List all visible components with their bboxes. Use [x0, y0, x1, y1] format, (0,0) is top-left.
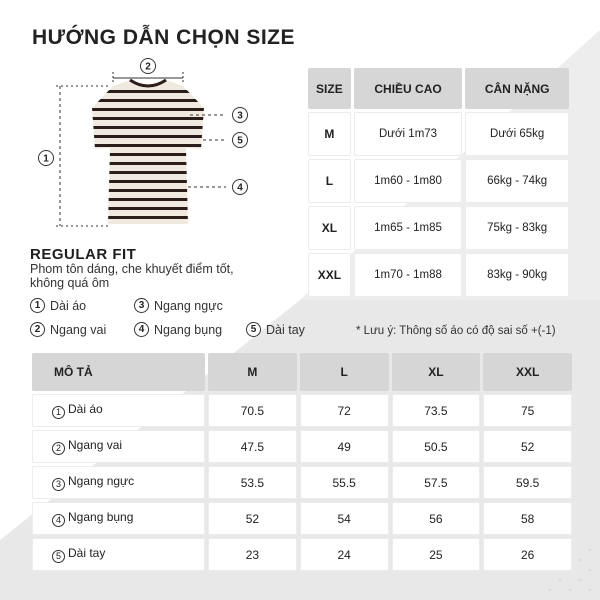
svg-text:5: 5 [237, 135, 243, 147]
value-cell: 57.5 [392, 466, 481, 499]
legend-item [134, 322, 222, 337]
table-row [32, 538, 572, 571]
height-cell: Dưới 1m73 [354, 112, 463, 156]
size-column-header: SIZE [308, 68, 351, 109]
value-cell: 59.5 [483, 466, 572, 499]
value-cell: 50.5 [392, 430, 481, 463]
number-badge: 2 [52, 442, 65, 455]
value-cell: 73.5 [392, 394, 481, 427]
value-cell: 54 [300, 502, 389, 535]
size-m-header: M [208, 353, 297, 391]
value-cell: 75 [483, 394, 572, 427]
table-row [308, 253, 569, 297]
value-cell: 58 [483, 502, 572, 535]
description-cell [32, 394, 205, 427]
svg-text:2: 2 [145, 61, 151, 73]
measurement-table [29, 350, 575, 574]
value-cell: 52 [208, 502, 297, 535]
weight-cell: 75kg - 83kg [465, 206, 569, 250]
value-cell: 55.5 [300, 466, 389, 499]
table-row [32, 502, 572, 535]
table-row [32, 466, 572, 499]
value-cell: 72 [300, 394, 389, 427]
description-label: Ngang bụng [68, 510, 134, 525]
svg-text:1: 1 [43, 153, 49, 165]
measurement-legend [30, 298, 330, 342]
number-badge: 1 [30, 298, 45, 313]
table-row [308, 112, 569, 156]
height-cell: 1m60 - 1m80 [354, 159, 463, 203]
table-row [32, 430, 572, 463]
description-column-header: MÔ TẢ [32, 353, 205, 391]
size-cell: L [308, 159, 351, 203]
value-cell: 26 [483, 538, 572, 571]
number-badge: 3 [52, 478, 65, 491]
number-badge: 2 [30, 322, 45, 337]
legend-label: Ngang bụng [154, 322, 223, 337]
svg-text:3: 3 [237, 110, 243, 122]
value-cell: 53.5 [208, 466, 297, 499]
size-l-header: L [300, 353, 389, 391]
number-badge: 3 [134, 298, 149, 313]
value-cell: 56 [392, 502, 481, 535]
description-cell [32, 466, 205, 499]
legend-item [134, 298, 223, 313]
value-cell: 49 [300, 430, 389, 463]
size-cell: M [308, 112, 351, 156]
shirt-illustration [30, 52, 270, 242]
weight-cell: 83kg - 90kg [465, 253, 569, 297]
legend-label: Dài tay [266, 322, 305, 337]
weight-column-header: CÂN NẶNG [465, 68, 569, 109]
description-label: Dài tay [68, 546, 106, 561]
tolerance-note: * Lưu ý: Thông số áo có độ sai số +(-1) [356, 325, 556, 337]
value-cell: 23 [208, 538, 297, 571]
value-cell: 47.5 [208, 430, 297, 463]
value-cell: 25 [392, 538, 481, 571]
description-label: Ngang vai [68, 438, 123, 453]
page-title: HƯỚNG DẪN CHỌN SIZE [32, 26, 296, 49]
number-badge: 5 [246, 322, 261, 337]
description-cell [32, 538, 205, 571]
height-column-header: CHIỀU CAO [354, 68, 463, 109]
size-chart-header-row [308, 68, 569, 109]
table-row [308, 206, 569, 250]
size-cell: XL [308, 206, 351, 250]
number-badge: 1 [52, 406, 65, 419]
legend-label: Dài áo [50, 298, 87, 313]
legend-label: Ngang vai [50, 322, 107, 337]
description-cell [32, 502, 205, 535]
description-cell [32, 430, 205, 463]
number-badge: 5 [52, 550, 65, 563]
value-cell: 70.5 [208, 394, 297, 427]
weight-cell: Dưới 65kg [465, 112, 569, 156]
legend-item [30, 322, 106, 337]
legend-item [30, 298, 86, 313]
description-label: Dài áo [68, 402, 103, 417]
svg-text:4: 4 [237, 182, 243, 194]
measurement-header-row [32, 353, 572, 391]
number-badge: 4 [134, 322, 149, 337]
size-xl-header: XL [392, 353, 481, 391]
description-label: Ngang ngực [68, 474, 135, 489]
fit-description: Phom tôn dáng, che khuyết điểm tốt, không quá ôm [30, 262, 234, 290]
weight-cell: 66kg - 74kg [465, 159, 569, 203]
size-chart-table [305, 65, 572, 300]
value-cell: 24 [300, 538, 389, 571]
table-row [32, 394, 572, 427]
height-cell: 1m65 - 1m85 [354, 206, 463, 250]
fit-title: REGULAR FIT [30, 246, 137, 263]
value-cell: 52 [483, 430, 572, 463]
size-xxl-header: XXL [483, 353, 572, 391]
shirt-diagram [30, 52, 270, 242]
legend-label: Ngang ngực [154, 298, 223, 313]
legend-item [246, 322, 305, 337]
height-cell: 1m70 - 1m88 [354, 253, 463, 297]
table-row [308, 159, 569, 203]
number-badge: 4 [52, 514, 65, 527]
size-cell: XXL [308, 253, 351, 297]
